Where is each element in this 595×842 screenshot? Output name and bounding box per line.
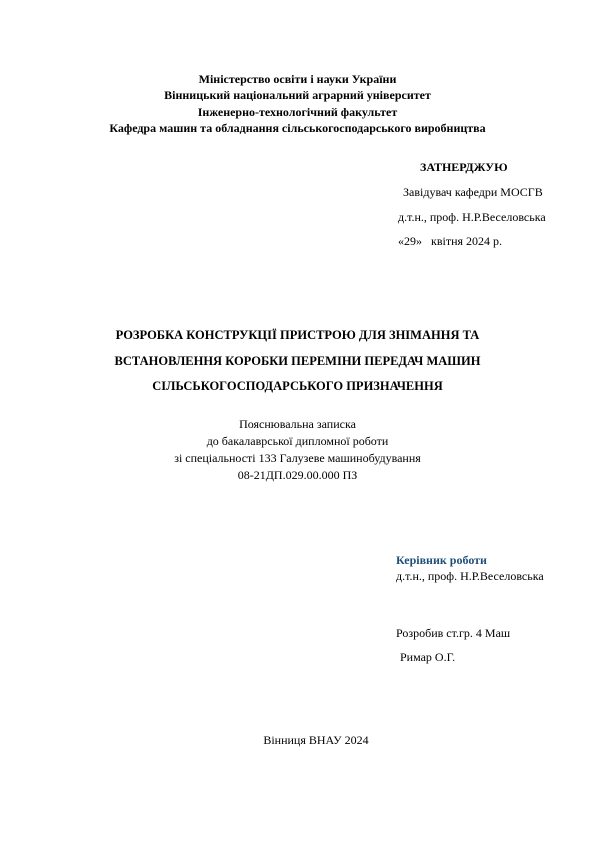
footer-city-year: Вінниця ВНАУ 2024: [263, 733, 369, 747]
approval-date: [398, 234, 502, 248]
author-name: Римар О.Г.: [400, 650, 456, 664]
supervisor-name: д.т.н., проф. Н.Р.Веселовська: [396, 569, 544, 583]
document-code: 08-21ДП.029.00.000 ПЗ: [237, 468, 358, 482]
subtitle-line-1: Пояснювальна записка: [239, 417, 356, 431]
subtitle-line-2: до бакалаврської дипломної роботи: [206, 434, 389, 448]
ministry-name: Міністерство освіти і науки України: [198, 72, 397, 86]
supervisor-label: Керівник роботи: [396, 553, 487, 567]
approval-date-day: «29»: [398, 234, 422, 248]
faculty-name: Інженерно-технологічний факультет: [197, 105, 398, 119]
approval-position: Завідувач кафедри МОСГВ: [403, 185, 543, 199]
subtitle-line-3: зі спеціальності 133 Галузеве машинобудування: [174, 451, 421, 465]
author-label: Розробив ст.гр. 4 Маш: [396, 626, 511, 640]
department-name: Кафедра машин та обладнання сільськогосподарського виробництва: [109, 121, 486, 135]
approval-date-rest: квітня 2024 р.: [431, 234, 503, 248]
approval-person: д.т.н., проф. Н.Р.Веселовська: [398, 210, 546, 224]
work-title-line-1: РОЗРОБКА КОНСТРУКЦІЇ ПРИСТРОЮ ДЛЯ ЗНІМАННЯ ТА: [115, 328, 480, 342]
approval-heading: ЗАТНЕРДЖУЮ: [420, 160, 508, 174]
university-name: Вінницький національний аграрний університет: [164, 88, 431, 102]
work-title-line-3: СІЛЬСЬКОГОСПОДАРСЬКОГО ПРИЗНАЧЕННЯ: [152, 379, 443, 393]
work-title-line-2: ВСТАНОВЛЕННЯ КОРОБКИ ПЕРЕМІНИ ПЕРЕДАЧ МАШИН: [114, 354, 481, 368]
